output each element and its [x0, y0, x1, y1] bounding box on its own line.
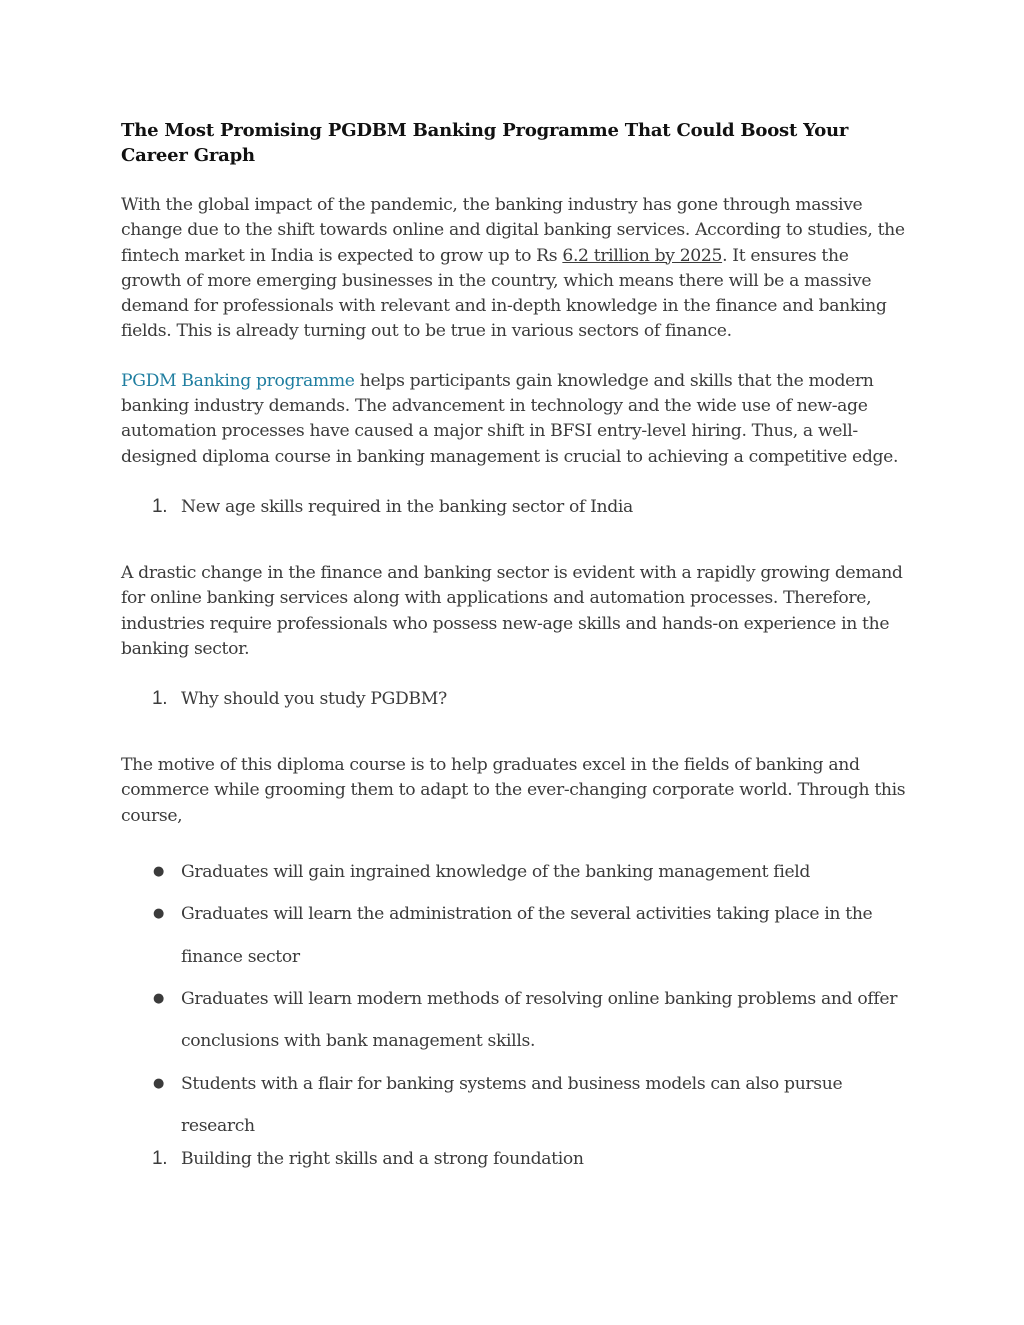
bullet-icon: ● [153, 864, 164, 880]
programme-text: helps participants gain knowledge and skills that the modern banking industry demands. The advancement in technology and the wide use of new-age automation processes have caused a major shift in BFSI entry-level hiring. Thus, a well-designed diploma course in banking management is crucial to achieving a competitive edge. [121, 370, 899, 467]
bullet-icon: ● [153, 990, 164, 1006]
fintech-market-link[interactable]: 6.2 trillion by 2025 [562, 245, 723, 266]
programme-paragraph [121, 369, 906, 470]
intro-text-start: With the global impact of the pandemic, the banking industry has gone through massive change due to the shift towards online and digital banking services. According to studies, the fintech market in India is expected to grow up to Rs [121, 195, 905, 266]
bullet-icon: ● [153, 906, 164, 922]
list-number: 1. [152, 495, 168, 517]
pgdm-banking-programme-link[interactable]: PGDM Banking programme [121, 370, 355, 391]
list-number: 1. [152, 688, 168, 710]
motive-paragraph: The motive of this diploma course is to help graduates excel in the fields of banking and commerce while grooming them to adapt to the ever-changing corporate world. Through this course, [121, 755, 906, 826]
section-heading-text: Why should you study PGDBM? [181, 689, 447, 710]
section-heading-text: New age skills required in the banking sector of India [181, 496, 633, 517]
list-item [121, 1063, 906, 1148]
list-item [121, 978, 906, 1063]
intro-paragraph [121, 193, 906, 345]
document-page [121, 118, 906, 1172]
list-item [121, 851, 906, 893]
section-heading-building-skills [121, 1147, 906, 1172]
bullet-icon: ● [153, 1075, 164, 1091]
list-item-text: Students with a flair for banking systems and business models can also pursue research [181, 1073, 843, 1136]
document-title: The Most Promising PGDBM Banking Programme That Could Boost Your Career Graph [121, 120, 849, 166]
section-heading-new-age-skills [121, 495, 906, 520]
list-item-text: Graduates will gain ingrained knowledge of the banking management field [181, 862, 811, 883]
new-age-skills-paragraph: A drastic change in the finance and banking sector is evident with a rapidly growing demand for online banking services along with applications and automation processes. Therefore, industries require professionals who possess new-age skills and hands-on experience in the banking sector. [121, 562, 903, 659]
list-item-text: Graduates will learn modern methods of resolving online banking problems and offer conclusions with bank management skills. [181, 988, 898, 1052]
list-item [121, 893, 906, 978]
list-item-text: Graduates will learn the administration of the several activities taking place in the finance sector [181, 904, 873, 967]
section-heading-text: Building the right skills and a strong foundation [181, 1149, 584, 1170]
list-number: 1. [152, 1148, 168, 1170]
section-heading-why-study [121, 687, 906, 712]
intro-text-end: . It ensures the growth of more emerging businesses in the country, which means there will be a massive demand for professionals with relevant and in-depth knowledge in the finance and banking fields. This is already turning out to be true in various sectors of finance. [121, 245, 887, 342]
benefits-list [121, 851, 906, 1147]
